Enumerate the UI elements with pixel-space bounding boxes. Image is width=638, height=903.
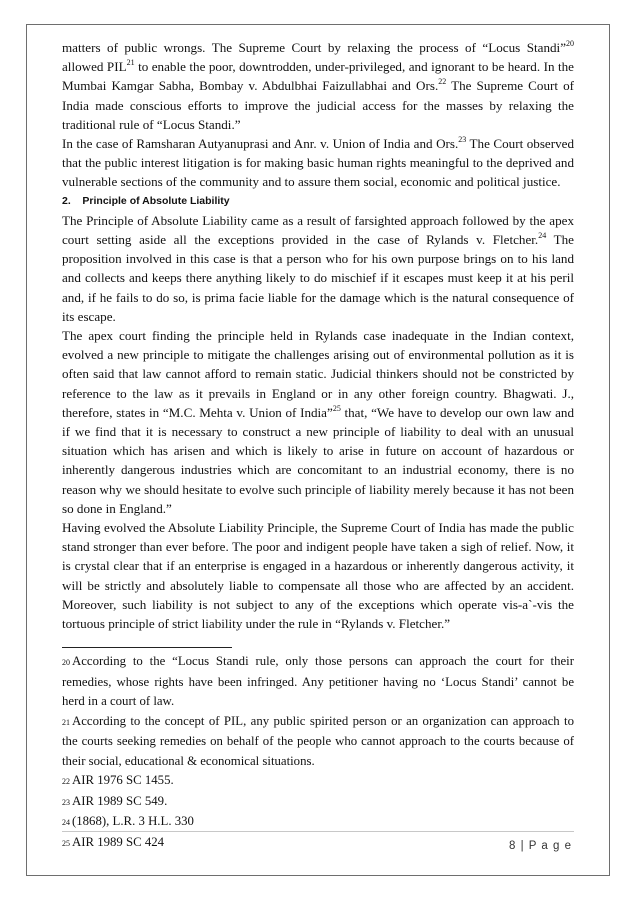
section-heading: 2. Principle of Absolute Liability	[62, 194, 230, 207]
paragraph-conclusion: Having evolved the Absolute Liability Principle, the Supreme Court of India has made the public stand stronger than ever before. The poor and indigent people have taken a sigh of relief. Now, it is crystal clear that if an enterprise is engaged in a hazardous or inherently dangerous activity, it will be strictly and absolutely liable to compensate all those who are affected by an accident. Moreover, such liability is not subject to any of the exceptions which operate vis-a`-vis the tortuous principle of strict liability under the rule in “Rylands v. Fletcher.”	[62, 520, 574, 632]
footnote-ref-20[interactable]: 20	[566, 38, 574, 48]
paragraph-absolute-liability: The Principle of Absolute Liability came as a result of farsighted approach followed by the apex court setting aside all the exceptions provided in the case of Rylands v. Fletcher.$^{24}$ The proposition involved in this case is that a person who for his own purpose brings on to his land and collects and keeps there anything likely to do mischief if it escapes must keep it at his peril and, if he fails to do so, is prima facie liable for the damage which is the natural consequence of its escape.	[62, 212, 574, 324]
footnote-23: 23 AIR 1989 SC 549.	[62, 793, 168, 808]
page-number: 8 | P a g e	[508, 840, 572, 852]
paragraph-ramsharan: In the case of Ramsharan Autyanuprasi and Anr. v. Union of India and Ors.$^{23}$ The Court observed that the public interest litigation is for making basic human rights meaningful to the deprived and vulnerable sections of the community and to assure them social, economic and political justice.	[62, 134, 574, 190]
footnote-20: 20 According to the “Locus Standi rule, only those persons can approach the court for their remedies, whose rights have been infringed. Any petitioner having no ‘Locus Standi’ cannot be herd in a court of law.	[62, 654, 574, 709]
paragraph-apex-court: The apex court finding the principle held in Rylands case inadequate in the Indian context, evolved a new principle to mitigate the challenges arising out of environmental pollution as it is often said that law cannot afford to remain static. Judicial thinkers should not be constricted by reference to the law as it prevails in England or in any other foreign country. Bhagwati. J., therefore, states in “M.C. Mehta v. Union of India”$^{25}$ that, “We have to develop our own law and if we find that it is necessary to construct a new principle of liability to deal with an unusual situation which has arisen and which is likely to arise in future on account of hazardous or inherently dangerous industries which are concomitant to an industrial economy, there is no reason why we should hesitate to evolve such principle of liability merely because it has not been so done in England.”	[62, 328, 575, 516]
footnote-21: 21 According to the concept of PIL, any public spirited person or an organization can approach to the courts seeking remedies on behalf of the people who cannot approach to the courts because of their social, educational & economical situations.	[62, 713, 574, 768]
footnote-ref-22[interactable]: 22	[438, 77, 447, 87]
footnote-ref-23[interactable]: 23	[458, 134, 467, 144]
document-body	[62, 38, 574, 853]
footnote-ref-21[interactable]: 21	[126, 57, 135, 67]
footnote-ref-25[interactable]: 25	[332, 403, 341, 413]
footnote-ref-24[interactable]: 24	[538, 230, 547, 240]
footnote-25: 25 AIR 1989 SC 424	[62, 834, 165, 849]
footnote-22: 22 AIR 1976 SC 1455.	[62, 773, 174, 788]
footnote-separator	[62, 647, 232, 648]
footnote-24: 24 (1868), L.R. 3 H.L. 330	[62, 814, 194, 829]
paragraph-locus-standi: matters of public wrongs. The Supreme Court by relaxing the process of “Locus Standi”$^{20}$ allowed PIL$^{21}$ to enable the poor, downtrodden, under-privileged, and ignorant to be heard. In the Mumbai Kamgar Sabha, Bombay v. Abdulbhai Faizullabhai and Ors.$^{22}$ The Supreme Court of India made conscious efforts to improve the judicial access for the masses by relaxing the traditional rule of “Locus Standi.”	[62, 38, 574, 132]
footer-rule	[62, 831, 574, 832]
